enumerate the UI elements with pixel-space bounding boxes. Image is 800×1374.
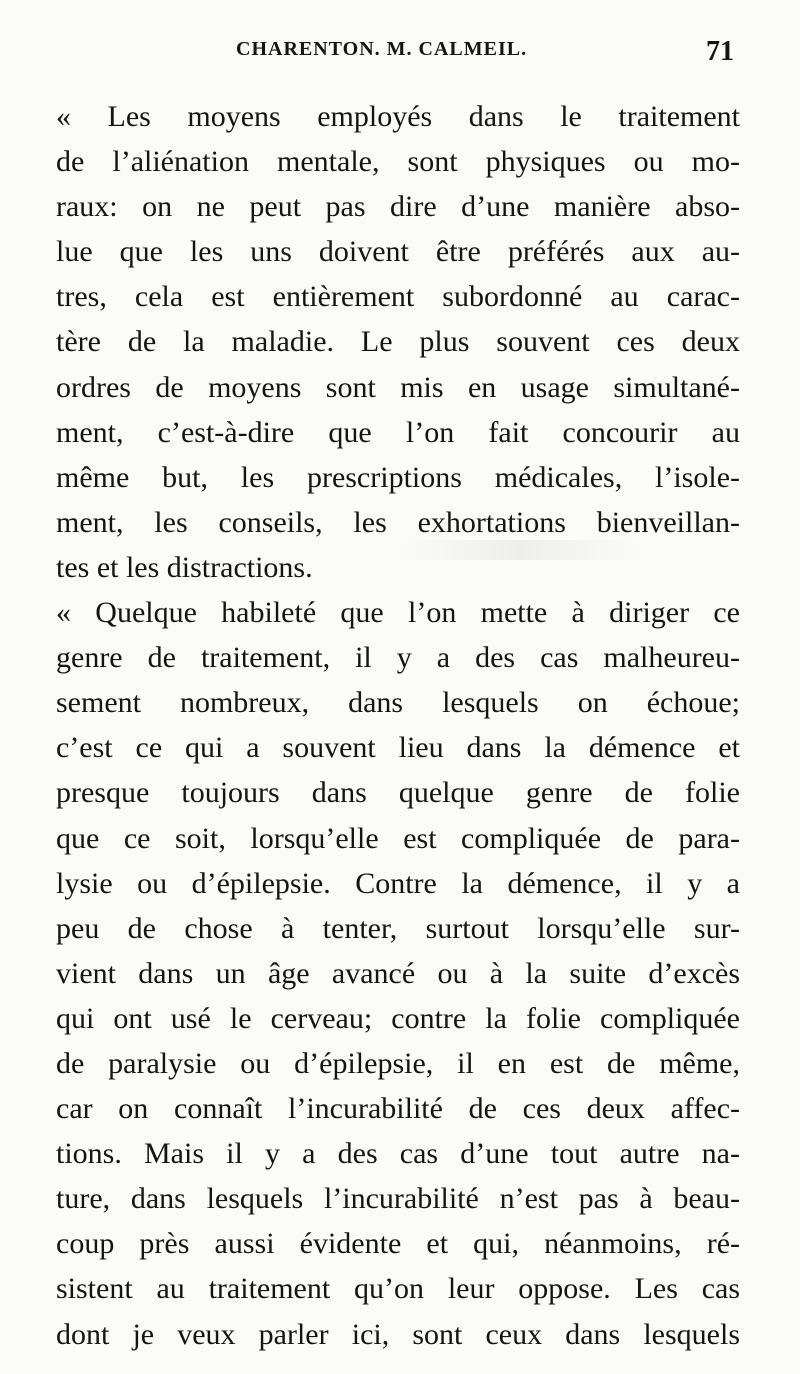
text-line: qui ont usé le cerveau; contre la folie compliquée [56,1001,740,1035]
running-head: CHARENTON. M. CALMEIL. [236,38,528,60]
text-line: sement nombreux, dans lesquels on échoue; [56,686,740,720]
text-line: vient dans un âge avancé ou à la suite d’excès [56,956,740,990]
text-line: ordres de moyens sont mis en usage simultané- [56,370,740,404]
text-line: même but, les prescriptions médicales, l’isole- [56,460,740,494]
text-line: peu de chose à tenter, surtout lorsqu’elle sur- [56,911,740,945]
text-line: coup près aussi évidente et qui, néanmoins, ré- [56,1227,740,1261]
text-line: presque toujours dans quelque genre de folie [56,776,740,810]
text-line: tère de la maladie. Le plus souvent ces deux [56,325,740,359]
text-line: de l’aliénation mentale, sont physiques ou mo- [56,145,740,179]
text-line: dont je veux parler ici, sont ceux dans lesquels [56,1317,740,1351]
text-line: sistent au traitement qu’on leur oppose. Les cas [56,1272,740,1306]
text-line: c’est ce qui a souvent lieu dans la démence et [56,731,740,765]
text-line: lysie ou d’épilepsie. Contre la démence, il y a [56,866,740,900]
text-line: ture, dans lesquels l’incurabilité n’est pas à beau- [56,1182,740,1216]
text-line: tions. Mais il y a des cas d’une tout autre na- [56,1137,740,1171]
text-line: tres, cela est entièrement subordonné au carac- [56,280,740,314]
text-line: que ce soit, lorsqu’elle est compliquée de para- [56,821,740,855]
text-line: « Quelque habileté que l’on mette à diriger ce [56,596,740,630]
text-line: ment, les conseils, les exhortations bienveillan- [56,505,740,539]
text-line: ment, c’est-à-dire que l’on fait concourir au [56,415,740,449]
text-line: raux: on ne peut pas dire d’une manière abso- [56,190,740,224]
text-line: « Les moyens employés dans le traitement [56,100,740,133]
text-line: tes et les distractions. [56,550,313,584]
text-line: de paralysie ou d’épilepsie, il en est de même, [56,1046,740,1080]
page-number: 71 [706,36,734,67]
text-line: genre de traitement, il y a des cas malheureu- [56,641,740,675]
text-line: lue que les uns doivent être préférés aux au- [56,235,740,269]
body-text [56,94,740,1357]
text-line: car on connaît l’incurabilité de ces deux affec- [56,1092,740,1126]
